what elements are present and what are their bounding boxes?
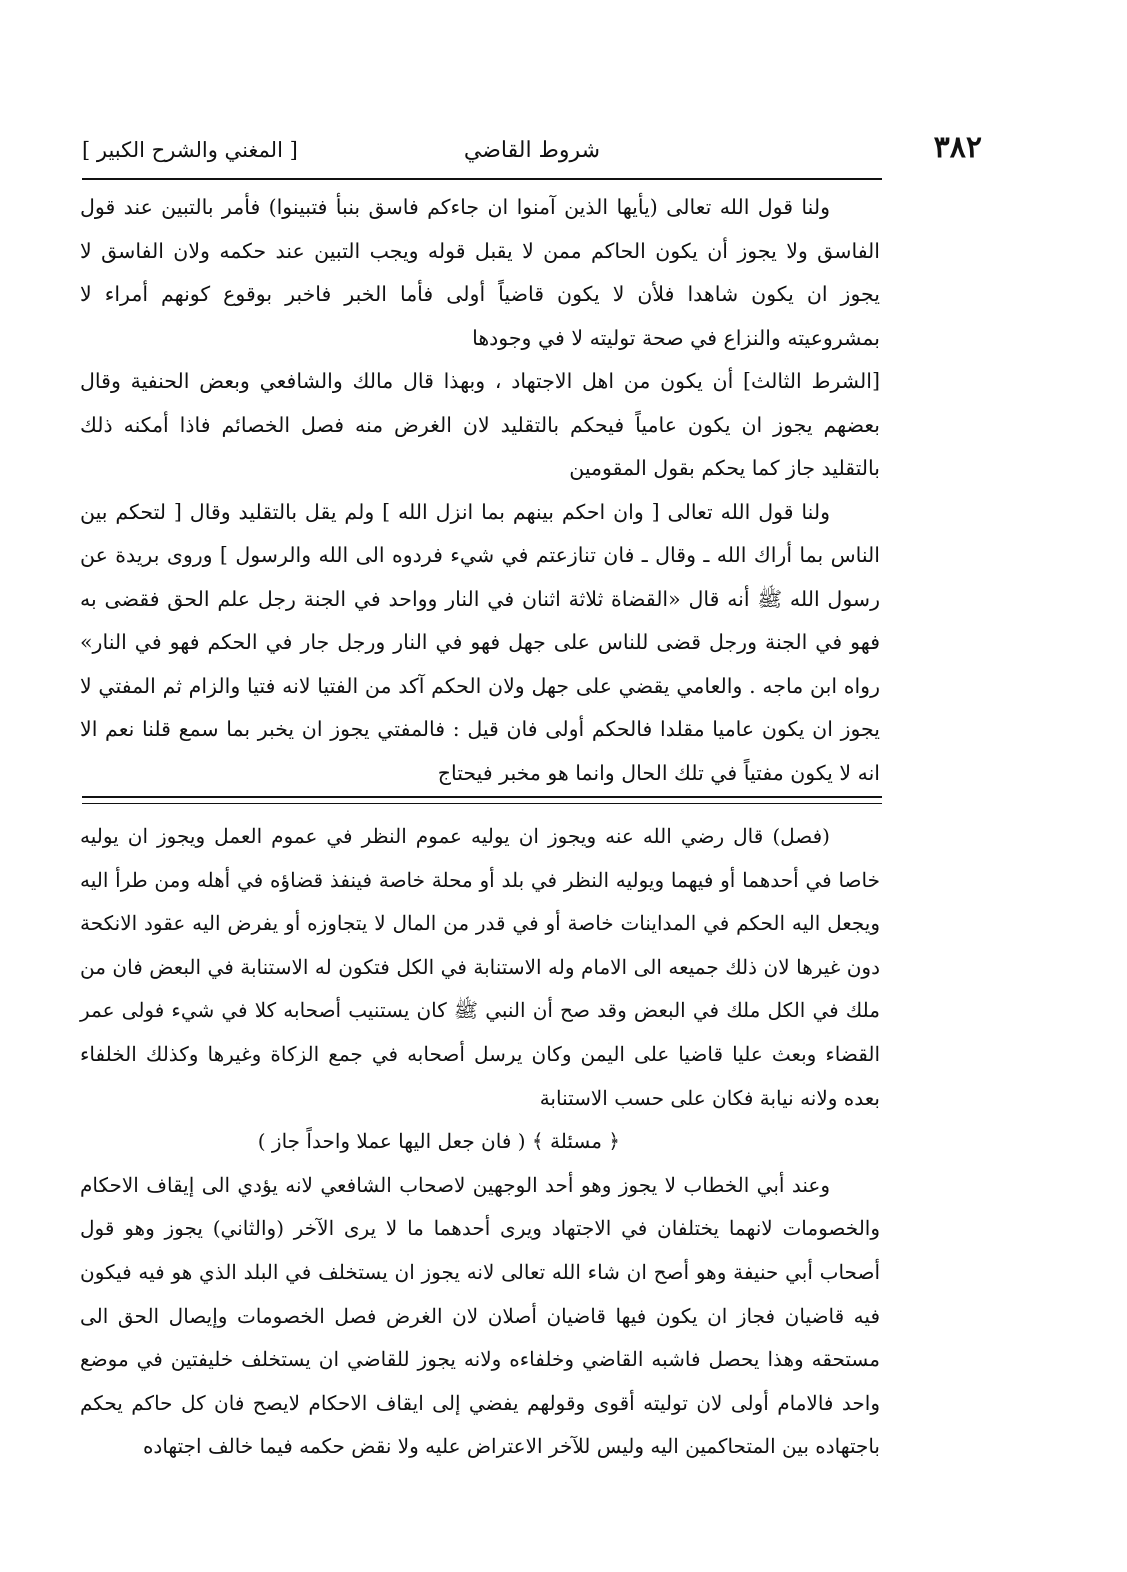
paragraph: ولنا قول الله تعالى (يأيها الذين آمنوا ان جاءكم فاسق بنبأ فتبينوا) فأمر بالتبين عند قول الفاسق ولا يجوز أن يكون الحاكم ممن لا يقبل قوله ويجب التبين عند حكمه ولان الفاسق لا يجوز ان يكون شاهدا فلأن لا يكون قاضياً أولى فأما الخبر فاخبر بوقوع كونهم أمراء لا بمشروعيته والنزاع في صحة توليته لا في وجودها xyxy=(80,195,880,350)
section-divider xyxy=(82,796,882,798)
masala-heading: ﴿ مسئلة ﴾ ( فان جعل اليها عملا واحداً جاز ) xyxy=(257,1129,620,1154)
paragraph: ولنا قول الله تعالى [ وان احكم بينهم بما انزل الله ] ولم يقل بالتقليد وقال [ لتحكم بين الناس بما أراك الله ـ وقال ـ فان تنازعتم في شيء فردوه الى الله والرسول ] وروى بريدة عن رسول الله ﷺ أنه قال «القضاة ثلاثة اثنان في النار وواحد في الجنة رجل علم الحق فقضى به فهو في الجنة ورجل قضى للناس على جهل فهو في النار ورجل جار في الحكم فهو في النار» رواه ابن ماجه . والعامي يقضي على جهل ولان الحكم آكد من الفتيا لانه فتيا والزام ثم المفتي لا يجوز ان يكون عاميا مقلدا فالحكم أولى فان قيل : فالمفتي يجوز ان يخبر بما سمع قلنا نعم الا انه لا يكون مفتياً في تلك الحال وانما هو مخبر فيحتاج xyxy=(80,499,880,785)
paragraph: وعند أبي الخطاب لا يجوز وهو أحد الوجهين لاصحاب الشافعي لانه يؤدي الى إيقاف الاحكام والخصومات لانهما يختلفان في الاجتهاد ويرى أحدهما ما لا يرى الآخر (والثاني) يجوز وهو قول أصحاب أبي حنيفة وهو أصح ان شاء الله تعالى لانه يجوز ان يستخلف في البلد الذي هو فيه فيكون فيه قاضيان فجاز ان يكون فيها قاضيان أصلان لان الغرض فصل الخصومات وإيصال الحق الى مستحقه وهذا يحصل فاشبه القاضي وخلفاءه ولانه يجوز للقاضي ان يستخلف خليفتين في موضع واحد فالامام أولى لان توليته أقوى وقولهم يفضي إلى ايقاف الاحكام لايصح فان كل حاكم يحكم باجتهاده بين المتحاكمين اليه وليس للآخر الاعتراض عليه ولا نقض حكمه فيما خالف اجتهاده xyxy=(80,1172,880,1459)
header-rule xyxy=(82,178,882,180)
main-text xyxy=(80,815,880,1469)
paragraph: [الشرط الثالث] أن يكون من اهل الاجتهاد ، وبهذا قال مالك والشافعي وبعض الحنفية وقال بعضهم يجوز ان يكون عامياً فيحكم بالتقليد لان الغرض منه فصل الخصائم فاذا أمكنه ذلك بالتقليد جاز كما يحكم بقول المقومين xyxy=(80,369,880,480)
section-title: شروط القاضي xyxy=(463,138,601,163)
paragraph: (فصل) قال رضي الله عنه ويجوز ان يوليه عموم النظر في عموم العمل ويجوز ان يوليه خاصا في أحدهما أو فيهما ويوليه النظر في بلد أو محلة خاصة فينفذ قضاؤه في أهله ومن طرأ اليه ويجعل اليه الحكم في المداينات خاصة أو في قدر من المال لا يتجاوزه أو يفرض اليه عقود الانكحة دون غيرها لان ذلك جميعه الى الامام وله الاستنابة في الكل فتكون له الاستنابة في البعض فان من ملك في الكل ملك في البعض وقد صح أن النبي ﷺ كان يستنيب أصحابه كلا في شيء فولى عمر القضاء وبعث عليا قاضيا على اليمن وكان يرسل أصحابه في جمع الزكاة وغيرها وكذلك الخلفاء بعده ولانه نيابة فكان على حسب الاستنابة xyxy=(80,824,881,1110)
section-divider-thin xyxy=(82,803,882,804)
book-title: [ المغني والشرح الكبير ] xyxy=(82,138,298,162)
commentary-text xyxy=(80,186,880,795)
page-number: ٣٨٢ xyxy=(933,130,982,165)
page-header xyxy=(82,128,982,178)
